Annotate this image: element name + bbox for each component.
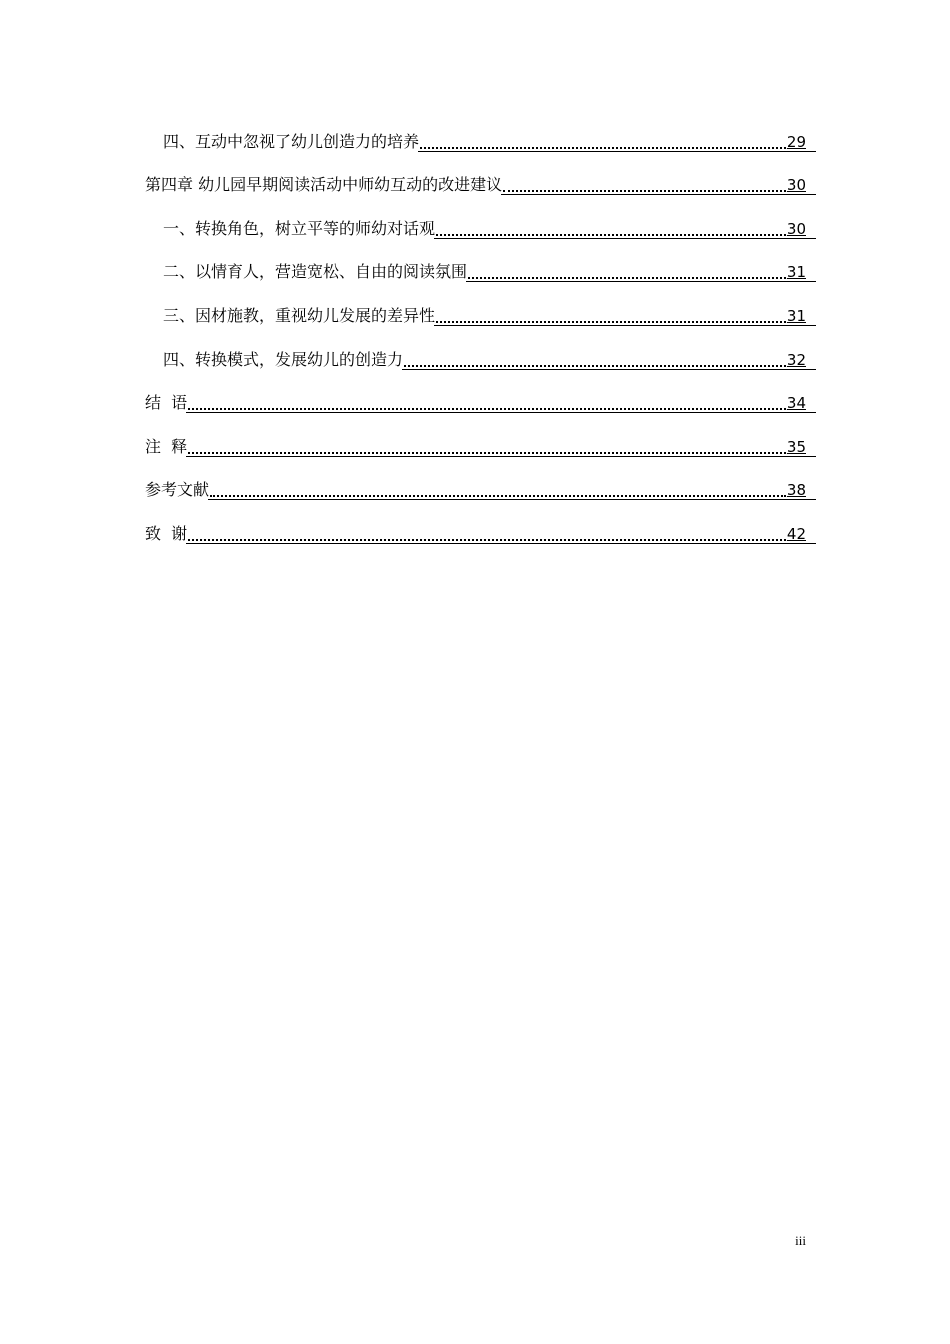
toc-entry-title: 一、转换角色，树立平等的师幼对话观 [163, 218, 436, 238]
toc-entry-page: 29 [786, 132, 806, 151]
toc-entry-page: 38 [786, 481, 806, 500]
toc-entry-page: 31 [786, 306, 806, 325]
toc-entry-title: 致 谢 [145, 523, 188, 543]
toc-dot-leader [503, 190, 786, 192]
page-number: iii [795, 1233, 806, 1248]
toc-entry-ch4[interactable] [145, 162, 806, 206]
toc-entry-page: 32 [786, 350, 806, 369]
table-of-contents [145, 118, 806, 554]
toc-dot-leader [420, 147, 786, 149]
toc-dot-leader [436, 321, 786, 323]
toc-dot-leader [404, 365, 786, 367]
toc-dot-leader [188, 539, 786, 541]
toc-entry-title: 第四章 幼儿园早期阅读活动中师幼互动的改进建议 [145, 175, 503, 195]
toc-dot-leader [210, 495, 786, 497]
toc-entry-title: 参考文献 [145, 480, 210, 500]
toc-dot-leader [436, 234, 786, 236]
toc-entry-notes[interactable] [145, 423, 806, 467]
toc-entry-acknowledgements[interactable] [145, 510, 806, 554]
toc-entry-title: 四、互动中忽视了幼儿创造力的培养 [163, 131, 420, 151]
toc-entry-ch4-sec1[interactable] [145, 205, 806, 249]
toc-entry-page: 35 [786, 437, 806, 456]
toc-entry-title: 三、因材施教，重视幼儿发展的差异性 [163, 305, 436, 325]
toc-entry-title: 结 语 [145, 393, 188, 413]
toc-entry-page: 31 [786, 263, 806, 282]
toc-entry-page: 34 [786, 394, 806, 413]
toc-entry-title: 注 释 [145, 436, 188, 456]
toc-entry-conclusion[interactable] [145, 380, 806, 424]
toc-entry-page: 30 [786, 176, 806, 195]
toc-entry-ch4-sec2[interactable] [145, 249, 806, 293]
toc-entry-title: 二、以情育人，营造宽松、自由的阅读氛围 [163, 262, 468, 282]
toc-dot-leader [468, 277, 786, 279]
toc-dot-leader [188, 452, 786, 454]
toc-dot-leader [188, 408, 786, 410]
toc-entry-ch4-sec4[interactable] [145, 336, 806, 380]
toc-entry-references[interactable] [145, 467, 806, 511]
toc-entry-page: 42 [786, 524, 806, 543]
toc-entry-ch3-sec4[interactable] [145, 118, 806, 162]
toc-entry-title: 四、转换模式，发展幼儿的创造力 [163, 349, 404, 369]
toc-entry-page: 30 [786, 219, 806, 238]
toc-entry-ch4-sec3[interactable] [145, 292, 806, 336]
